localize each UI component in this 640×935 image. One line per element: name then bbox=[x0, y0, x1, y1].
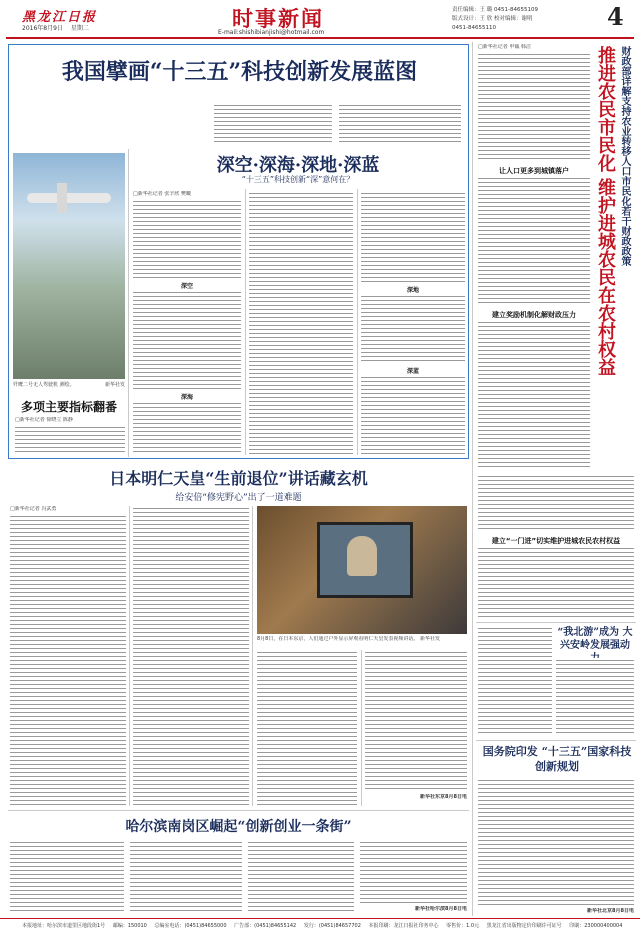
harbin-col1 bbox=[10, 840, 124, 914]
tag-deep-space: 深空 bbox=[180, 283, 193, 290]
column-divider-2 bbox=[245, 189, 246, 455]
proofreader-name: 校对编辑：谢明 bbox=[494, 16, 533, 22]
date-text: 2016年8月9日 bbox=[22, 25, 63, 32]
japan-col4 bbox=[365, 650, 467, 790]
right-kicker: □新华社记者 申铖 韩洁 bbox=[478, 44, 531, 50]
japan-col3 bbox=[257, 650, 357, 806]
footer-address: 本报地址：哈尔滨市道里区地段街1号 bbox=[22, 923, 106, 929]
right-column bbox=[476, 42, 636, 916]
right-text-g bbox=[556, 658, 634, 736]
col1-text-c bbox=[133, 401, 241, 455]
japan-deck: 给安倍“修宪野心”出了一道难题 bbox=[175, 493, 302, 503]
masthead-rule bbox=[6, 37, 634, 39]
column-divider bbox=[128, 149, 129, 457]
caption-credit: 新华社发 bbox=[104, 382, 125, 388]
right-dateline: 新华社北京8月8日电 bbox=[587, 908, 634, 914]
side-kicker: □新华社记者 徐晓立 陈静 bbox=[15, 417, 73, 423]
col1-text-b bbox=[133, 290, 241, 390]
tag-deep-blue: 深蓝 bbox=[406, 368, 419, 375]
japan-photo-caption bbox=[257, 636, 467, 642]
lead-photo bbox=[13, 153, 125, 379]
lead-intro-text bbox=[214, 103, 332, 145]
section-rule bbox=[476, 622, 636, 623]
japan-kicker: □新华社记者 冯武勇 bbox=[10, 506, 57, 512]
footer-license: 黑龙江省出版物定价印刷许可证号 bbox=[486, 923, 562, 929]
proof-phone: 0451-84655110 bbox=[452, 25, 496, 31]
right-sub2: 建立奖励机制化解财政压力 bbox=[492, 311, 576, 319]
tag-deep-sea: 深海 bbox=[180, 394, 193, 401]
masthead bbox=[0, 0, 640, 40]
lead-intro-text-2 bbox=[339, 103, 461, 145]
person-shape bbox=[347, 536, 377, 576]
column-divider bbox=[361, 650, 362, 806]
harbin-col4 bbox=[360, 840, 467, 904]
right-text-h bbox=[478, 778, 634, 906]
japan-col1 bbox=[10, 514, 126, 806]
japan-dateline: 新华社东京8月8日电 bbox=[420, 794, 467, 800]
sub-deck: “十三五”科技创新“深”意何在？ bbox=[241, 175, 355, 184]
inner-headline-1: “我北游”成为 大兴安岭发展强动 bbox=[557, 627, 633, 651]
editor-credits bbox=[452, 6, 602, 33]
col3-text-b bbox=[361, 294, 465, 364]
page-number: 4 bbox=[607, 2, 624, 31]
right-sub1: 让人口更多到城镇落户 bbox=[499, 167, 569, 175]
footer-postcode: 邮编：150010 bbox=[112, 923, 147, 929]
column-divider-3 bbox=[357, 189, 358, 455]
section-email: E-mail:shishibianjishi@hotmail.com bbox=[218, 29, 325, 36]
side-headline: 多项主要指标翻番 bbox=[20, 400, 117, 414]
right-text-d bbox=[478, 474, 634, 532]
right-text-c bbox=[478, 320, 590, 470]
right-text-f bbox=[478, 626, 552, 736]
japan-story bbox=[8, 462, 469, 808]
footer-print-code: 印刷：230000400004 bbox=[569, 923, 623, 929]
right-sub3: 建立“一门进”切实维护进城农民农村权益 bbox=[491, 537, 621, 545]
footer-printing: 本报印刷：龙江日报社印务中心 bbox=[368, 923, 439, 929]
section-rule bbox=[8, 810, 469, 811]
right-text-e bbox=[478, 546, 634, 618]
right-text-a bbox=[478, 52, 590, 162]
lead-kicker: □新华社记者 张辛欣 樊曦 bbox=[133, 191, 191, 197]
section-rule bbox=[476, 740, 636, 741]
japan-photo bbox=[257, 506, 467, 634]
aircraft-shape bbox=[27, 193, 111, 203]
aircraft-wing bbox=[57, 183, 67, 213]
caption-text: 歼鹰二号无人驾驶机 测绘。 bbox=[13, 382, 75, 388]
caption-text: 8月8日，在日本东京，人们通过户外显示屏观看明仁天皇发表视频讲话。 bbox=[257, 636, 419, 642]
lead-headline: 我国擘画“十三五”科技创新发展蓝图 bbox=[61, 59, 418, 85]
right-text-b bbox=[478, 176, 590, 306]
harbin-col3 bbox=[248, 840, 354, 914]
masthead-date bbox=[22, 23, 89, 32]
column-divider bbox=[129, 506, 130, 806]
sub-headline: 深空·深海·深地·深蓝 bbox=[216, 155, 380, 176]
harbin-col2 bbox=[130, 840, 242, 914]
vertical-kicker: 财政部详解支持农业转移人口市民化若干财政政策 bbox=[619, 46, 630, 266]
column-divider bbox=[472, 42, 473, 916]
editor-phone: 0451-84655109 bbox=[494, 7, 538, 13]
column-divider bbox=[252, 506, 253, 806]
lead-story-box bbox=[8, 44, 469, 459]
side-body-text bbox=[15, 425, 125, 455]
harbin-dateline: 新华社哈尔滨8月8日电 bbox=[415, 906, 467, 912]
editor-name: 责任编辑：王 璐 bbox=[452, 7, 493, 13]
caption-credit: 新华社发 bbox=[419, 636, 440, 642]
col2-text-a bbox=[249, 191, 353, 455]
footer-distribution: 广告部：(0451)84655142 bbox=[234, 923, 297, 929]
section-title: 时事新闻 bbox=[232, 6, 324, 31]
harbin-headline: 哈尔滨南岗区崛起“创新创业一条街” bbox=[125, 819, 352, 835]
weekday-text: 星期二 bbox=[70, 25, 89, 32]
designer-name: 版式设计：王 欣 bbox=[452, 16, 493, 22]
japan-col2 bbox=[133, 506, 249, 806]
tag-deep-earth: 深地 bbox=[406, 287, 419, 294]
col3-text-c bbox=[361, 375, 465, 455]
footer-price: 零售价：1.0元 bbox=[446, 923, 480, 929]
harbin-story bbox=[8, 812, 469, 916]
col1-text-a bbox=[133, 199, 241, 279]
inner-headline-2: 国务院印发 “十三五”国家科技创新规划 bbox=[482, 745, 632, 773]
paper-name: 黑龙江日报 bbox=[22, 10, 98, 25]
footer-subscription: 发行：(0451)84657702 bbox=[303, 923, 361, 929]
vertical-headline: 推进农民市民化 维护进城农民在农村权益 bbox=[595, 46, 616, 377]
col3-text-a bbox=[361, 191, 465, 283]
footer-ad-phone: 总编室电话：(0451)84655000 bbox=[154, 923, 227, 929]
footer bbox=[0, 918, 640, 935]
photo-caption bbox=[13, 381, 125, 388]
japan-headline: 日本明仁天皇“生前退位”讲话藏玄机 bbox=[109, 469, 368, 488]
